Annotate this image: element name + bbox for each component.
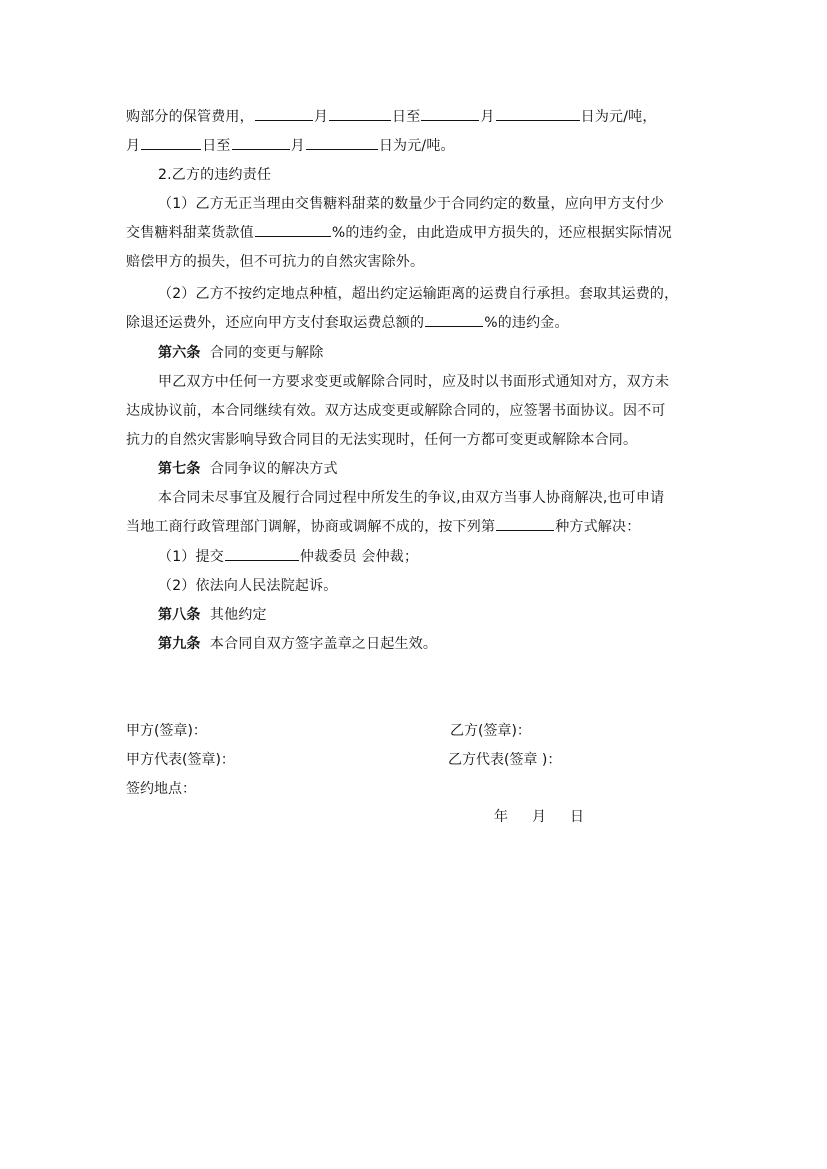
date-month-label: 月 bbox=[532, 809, 546, 825]
article-title: 合同的变更与解除 bbox=[209, 345, 324, 361]
text-fragment: 仲裁委员 会仲裁； bbox=[299, 549, 419, 565]
text-fragment: （1）提交 bbox=[158, 549, 224, 565]
party-a-signature-label: 甲方(签章)： bbox=[126, 723, 207, 739]
paragraph-line: 达成协议前，本合同继续有效。双方达成变更或解除合同的，应签署书面协议。因不可 bbox=[126, 403, 666, 419]
signing-place-label: 签约地点： bbox=[126, 781, 196, 797]
article-title: 本合同自双方签字盖章之日起生效。 bbox=[209, 636, 438, 652]
text-fragment: 种方式解决： bbox=[555, 519, 641, 535]
option-line: （2）依法向人民法院起诉。 bbox=[158, 578, 338, 594]
fill-blank bbox=[496, 516, 554, 531]
text-fragment: 当地工商行政管理部门调解，协商或调解不成的，按下列第 bbox=[126, 519, 496, 535]
party-a-rep-signature-label: 甲方代表(签章)： bbox=[126, 752, 235, 768]
article-heading bbox=[158, 458, 701, 480]
fill-blank bbox=[225, 546, 299, 561]
article-label: 第六条 bbox=[158, 345, 201, 361]
fill-blank bbox=[425, 312, 483, 327]
fill-blank bbox=[255, 222, 331, 237]
paragraph-line: 抗力的自然灾害影响导致合同目的无法实现时，任何一方都可变更或解除本合同。 bbox=[126, 432, 638, 448]
party-b-rep-signature-label: 乙方代表(签章 )： bbox=[448, 752, 562, 768]
article-label: 第八条 bbox=[158, 607, 201, 623]
article-heading bbox=[158, 604, 701, 626]
article-label: 第九条 bbox=[158, 636, 201, 652]
text-fragment: %的违约金。 bbox=[484, 315, 569, 331]
text-fragment: 月 bbox=[290, 138, 305, 154]
article-title: 其他约定 bbox=[209, 607, 267, 623]
text-fragment: 日为元/吨。 bbox=[378, 138, 455, 154]
clause-line: 赔偿甲方的损失，但不可抗力的自然灾害除外。 bbox=[126, 254, 425, 270]
text-fragment: %的违约金，由此造成甲方损失的，还应根据实际情况 bbox=[331, 225, 672, 241]
article-title: 合同争议的解决方式 bbox=[209, 461, 338, 477]
fill-blank bbox=[496, 106, 580, 121]
paragraph-line bbox=[126, 516, 701, 538]
text-fragment: 日至 bbox=[202, 138, 231, 154]
article-label: 第七条 bbox=[158, 461, 201, 477]
fill-blank bbox=[255, 106, 313, 121]
paragraph-line: 本合同未尽事宜及履行合同过程中所发生的争议,由双方当事人协商解决,也可申请 bbox=[158, 490, 665, 506]
continuation-line-1 bbox=[126, 106, 701, 128]
clause-line bbox=[126, 222, 701, 244]
fill-blank bbox=[141, 135, 201, 150]
text-fragment: 日至 bbox=[392, 109, 421, 125]
text-fragment: 月 bbox=[480, 109, 495, 125]
clause-line: （1）乙方无正当理由交售糖料甜菜的数量少于合同约定的数量，应向甲方支付少 bbox=[158, 196, 665, 212]
clause-line: （2）乙方不按约定地点种植，超出约定运输距离的运费自行承担。套取其运费的， bbox=[158, 286, 679, 302]
fill-blank bbox=[421, 106, 479, 121]
fill-blank bbox=[232, 135, 290, 150]
text-fragment: 月 bbox=[313, 109, 329, 125]
party-b-signature-label: 乙方(签章)： bbox=[450, 723, 531, 739]
text-fragment: 日为元/吨， bbox=[580, 109, 657, 125]
fill-blank bbox=[329, 106, 391, 121]
article-heading bbox=[158, 342, 701, 364]
text-fragment: 购部分的保管费用， bbox=[126, 109, 254, 125]
clause-line bbox=[126, 312, 701, 334]
article-heading bbox=[158, 633, 701, 655]
text-fragment: 除退还运费外，还应向甲方支付套取运费总额的 bbox=[126, 315, 425, 331]
date-day-label: 日 bbox=[570, 809, 584, 825]
text-fragment: 交售糖料甜菜货款值 bbox=[126, 225, 254, 241]
text-fragment: 月 bbox=[126, 138, 141, 154]
section-heading: 2.乙方的违约责任 bbox=[158, 167, 272, 183]
paragraph-line: 甲乙双方中任何一方要求变更或解除合同时，应及时以书面形式通知对方，双方未 bbox=[158, 374, 670, 390]
date-year-label: 年 bbox=[494, 809, 508, 825]
option-line bbox=[158, 546, 701, 568]
fill-blank bbox=[306, 135, 378, 150]
continuation-line-2 bbox=[126, 135, 701, 157]
